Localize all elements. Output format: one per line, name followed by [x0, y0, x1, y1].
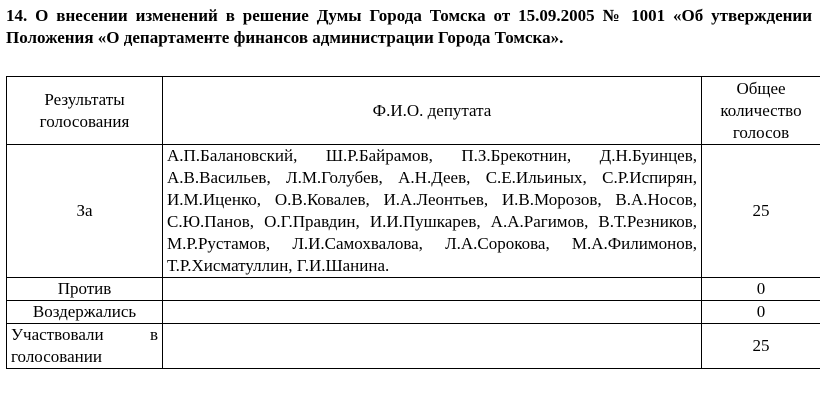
table-row-participated — [7, 324, 820, 369]
deputies-list-abstained — [163, 301, 702, 324]
deputies-list-for: А.П.Балановский, Ш.Р.Байрамов, П.З.Брекотнин, Д.Н.Буинцев, А.В.Васильев, Л.М.Голубев, А.Н.Деев, С.Е.Ильиных, С.Р.Испирян, И.М.Иценко, О.В.Ковалев, И.А.Леонтьев, И.В.Морозов, В.А.Носов, С.Ю.Панов, О.Г.Правдин, И.И.Пушкарев, А.А.Рагимов, В.Т.Резников, М.Р.Рустамов, Л.И.Самохвалова, Л.А.Сорокова, М.А.Филимонов, Т.Р.Хисматуллин, Г.И.Шанина. — [163, 145, 702, 278]
table-row-against — [7, 278, 820, 301]
row-label-participated: Участвовали в голосовании — [7, 324, 163, 369]
header-results: Результаты голосования — [7, 77, 163, 145]
table-row-abstained — [7, 301, 820, 324]
table-header-row — [7, 77, 820, 145]
row-label-for: За — [7, 145, 163, 278]
votes-against-count: 0 — [702, 278, 820, 301]
header-names: Ф.И.О. депутата — [163, 77, 702, 145]
votes-participated-count: 25 — [702, 324, 820, 369]
row-label-abstained: Воздержались — [7, 301, 163, 324]
table-row-for — [7, 145, 820, 278]
deputies-list-against — [163, 278, 702, 301]
header-total: Общее количество голосов — [702, 77, 820, 145]
item-heading: 14. О внесении изменений в решение Думы Города Томска от 15.09.2005 № 1001 «Об утверждении Положения «О департаменте финансов администрации Города Томска». — [6, 6, 812, 47]
row-label-against: Против — [7, 278, 163, 301]
votes-abstained-count: 0 — [702, 301, 820, 324]
voting-results-table — [6, 76, 820, 369]
deputies-list-participated — [163, 324, 702, 369]
votes-for-count: 25 — [702, 145, 820, 278]
